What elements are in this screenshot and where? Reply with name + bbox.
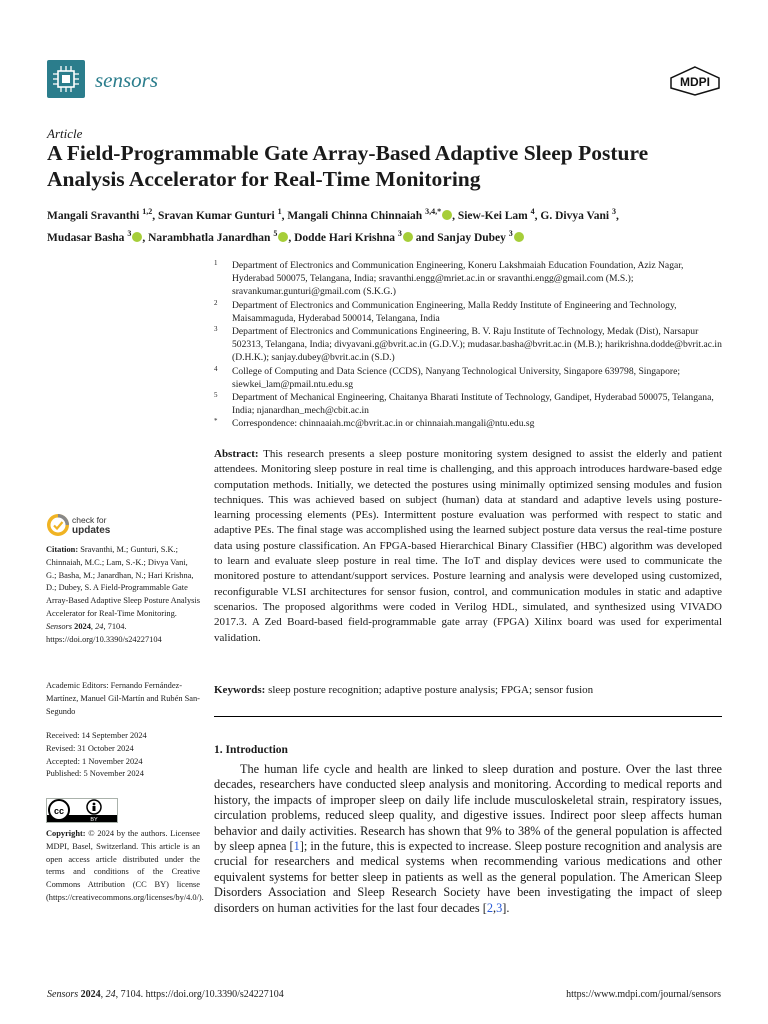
author-name: Sravan Kumar Gunturi (157, 209, 275, 222)
affiliation-number: 3 (214, 325, 218, 334)
affiliation-number: * (214, 417, 218, 426)
abstract-label: Abstract: (214, 448, 259, 460)
check-for-updates-line1: check for (72, 515, 107, 525)
author-separator: , (452, 209, 458, 222)
orcid-icon[interactable] (403, 232, 413, 242)
affiliation-number: 2 (214, 298, 218, 307)
orcid-icon[interactable] (132, 232, 142, 242)
svg-text:cc: cc (53, 806, 65, 816)
citation-block: Citation: Sravanthi, M.; Gunturi, S.K.; Chinnaiah, M.C.; Lam, S.-K.; Divya Vani, G.; Basha, M.; Janardhan, N.; Hari Krishna, D.; Dubey, S. A Field-Programmable Gate Array-Based Adaptive Sleep Posture Analysis Accelerator for Real-Time Monitoring. Sensors 2024, 24, 7104. https://doi.org/10.3390/s24227104 (46, 545, 200, 644)
check-for-updates-icon (46, 513, 70, 537)
citation-link-2[interactable]: 2 (486, 900, 493, 915)
author-affiliation-marker: 3 (508, 228, 513, 238)
cc-badge-by-text: BY (90, 817, 98, 823)
copyright-label: Copyright: (46, 829, 86, 838)
citation-journal: Sensors (46, 621, 73, 631)
footer-volume: 24 (105, 989, 116, 1000)
author-name: Mangali Sravanthi (47, 209, 140, 222)
citation-volume: 24 (95, 621, 104, 631)
cite-separator: , (493, 900, 497, 915)
citation-year: 2024 (74, 621, 91, 631)
author-name: Mudasar Basha (47, 231, 125, 244)
author-affiliation-marker: 3 (397, 228, 402, 238)
affiliation-item (214, 391, 724, 417)
author (294, 228, 438, 244)
author (457, 207, 541, 222)
affiliation-text: Department of Electronics and Communications Engineering, B. V. Raju Institute of Technology, Medak (Dist), Narsapur 502313, Telangana, India; divyavani.g@bvrit.ac.in (G.D.V.); mudasar.basha@bvrit.ac.in (M.B.); harikrishna.dodde@bvrit.ac.in (D.H.K.); sanjay.dubey@bvrit.ac.in (S.D.) (232, 326, 722, 364)
author-separator: , (534, 209, 541, 222)
mdpi-logo-text: MDPI (680, 75, 710, 89)
article-title: A Field-Programmable Gate Array-Based Adaptive Sleep Posture Analysis Accelerator for Real-Time Monitoring (47, 141, 649, 191)
orcid-icon[interactable] (514, 232, 524, 242)
author-name: G. Divya Vani (540, 209, 610, 222)
author-affiliation-marker: 1,2 (142, 207, 153, 216)
author-separator: , (615, 209, 619, 222)
intro-text-b: ]; in the future, this is expected to increase. Sleep posture recognition and analysis are crucial for researchers and medical systems when recommending various medications and other equivalent systems for better sleep in patients as well as the general population. The American Sleep Disorders Association and Sleep Research Society have been investigating the impact of sleep disorders on human activities for the last four decades [ (214, 839, 722, 915)
orcid-icon[interactable] (278, 232, 288, 242)
check-for-updates-line2: updates (72, 525, 111, 536)
author (540, 207, 619, 222)
journal-name[interactable]: sensors (95, 68, 159, 92)
journal-header (47, 60, 721, 100)
academic-editors: Academic Editors: Fernando Fernández-Martínez, Manuel Gil-Martín and Rubén San-Segundo (46, 681, 200, 716)
author-affiliation-marker: 5 (273, 228, 278, 238)
author-affiliation-marker: 3,4,* (425, 207, 442, 216)
citation-link-1[interactable]: 1 (293, 839, 300, 854)
affiliation-item (214, 259, 724, 299)
affiliation-item (214, 325, 724, 365)
mdpi-logo-icon[interactable] (669, 66, 721, 96)
citation-doi-link[interactable]: https://doi.org/10.3390/s24227104 (46, 634, 162, 644)
copyright-notice (46, 828, 204, 905)
author-name: Narambhatla Janardhan (148, 231, 271, 244)
affiliation-item (214, 365, 724, 391)
publication-dates (46, 730, 200, 781)
author-separator: , (281, 209, 288, 222)
date-published: Published: 5 November 2024 (46, 769, 144, 779)
affiliations-list (214, 259, 724, 431)
author (437, 228, 524, 244)
citation-link-3[interactable]: 3 (496, 900, 503, 915)
author-separator: , (142, 231, 149, 244)
affiliation-text: College of Computing and Data Science (CCDS), Nanyang Technological University, Singapore 639798, Singapore; siewkei_lam@pmail.ntu.edu.sg (232, 365, 681, 390)
footer-doi[interactable]: 7104. https://doi.org/10.3390/s24227104 (120, 989, 284, 1000)
affiliation-text: Correspondence: chinnaaiah.mc@bvrit.ac.in or chinnaiah.mangali@ntu.edu.sg (232, 418, 535, 430)
intro-text-a: The human life cycle and health are linked to sleep duration and posture. Over the last three decades, researchers have conducted sleep analysis and monitoring. According to medical reports and history, the impacts of improper sleep on daily life include musculoskeletal strain, respiratory issues, circulation problems, reduced sleep quality, and digestive issues. Indirect poor sleep affects human behavior and daily activities. Research has shown that 9% to 38% of the general population is affected by sleep apnea [ (214, 762, 722, 854)
footer-journal-url[interactable]: https://www.mdpi.com/journal/sensors (566, 989, 721, 1000)
intro-text-c: ]. (502, 900, 510, 915)
affiliation-text: Department of Electronics and Communication Engineering, Koneru Lakshmaiah Education Foundation, Aziz Nagar, Hyderabad 500075, Telangana, India; sravanthi.engg@mriet.ac.in or sravanthi.engg@gmail.com (M.S.); sravankumar.gunturi@gmail.com (S.K.G.) (232, 260, 684, 298)
footer-year: 2024 (80, 989, 101, 1000)
affiliation-number: 5 (214, 391, 218, 400)
author-name: Mangali Chinna Chinnaiah (287, 209, 423, 222)
citation-page: 7104. (107, 621, 127, 631)
introduction-heading: 1. Introduction (214, 744, 288, 756)
copyright-text: © 2024 by the authors. Licensee MDPI, Basel, Switzerland. This article is an open access article distributed under the terms and conditions of the Creative Commons Attribution (CC BY) license (https://creativecommons.org/licenses/by/4.0/). (46, 829, 204, 902)
affiliation-number: 1 (214, 259, 218, 267)
sensors-logo-icon[interactable] (47, 60, 85, 98)
author (47, 228, 149, 244)
footer-citation: Sensors 2024, 24, 7104. https://doi.org/10.3390/s24227104 (47, 989, 284, 1000)
affiliation-item (214, 417, 724, 430)
abstract-block (214, 447, 722, 646)
abstract-text: This research presents a sleep posture monitoring system designed to assist the elderly and patient attendees. Monitoring sleep posture in real time is challenging, and this approach introduces hardware-based edge computation methods. Initially, we detected the postures using minimally optimized sensing modules and fusion techniques. This was achieved based on subject (human) data at standard and adaptive levels using posture-learning processing elements (PEs). Intermittent posture evaluation was performed with respect to static and adaptive PEs. The final stage was accomplished using the learned subject posture data versus the real-time posture data using posture classification. An FPGA-based Hierarchical Binary Classifier (HBC) algorithm was developed to learn and evaluate sleep posture in real time. The IoT and display devices were used to communicate the monitored posture to attendant/support services. Posture learning and analysis were developed using customized, reconfigurable VLSI architectures for sensor fusion, control, and communication modules in static and adaptive scenarios. The proposed algorithms were coded in Verilog HDL, simulated, and synthesized using VIVADO 2017.3. A Zed Board-based field-programmable gate array (FPGA) Xilinx board was used for experimental validation. (214, 448, 722, 644)
author-name: Sanjay Dubey (437, 231, 506, 244)
affiliation-number: 4 (214, 364, 218, 373)
author-name: Dodde Hari Krishna (294, 231, 396, 244)
author-separator: and (412, 231, 438, 244)
author-affiliation-marker: 3 (127, 228, 132, 238)
citation-label: Citation: (46, 545, 79, 554)
keywords-label: Keywords: (214, 684, 266, 696)
author-affiliation-marker: 3 (611, 207, 616, 216)
date-accepted: Accepted: 1 November 2024 (46, 756, 143, 766)
author-affiliation-marker: 4 (530, 207, 535, 216)
affiliation-text: Department of Mechanical Engineering, Chaitanya Bharati Institute of Technology, Gandipet, Hyderabad 500075, Telangana, India; njanardhan_mech@cbit.ac.in (232, 392, 714, 417)
affiliation-text: Department of Electronics and Communication Engineering, Malla Reddy Institute of Engineering and Technology, Maisammaguda, Hyderabad 500014, Telangana, India (232, 299, 677, 324)
author-affiliation-marker: 1 (277, 207, 282, 216)
author-separator: , (152, 209, 158, 222)
keywords-block (214, 684, 722, 696)
keywords-text: sleep posture recognition; adaptive posture analysis; FPGA; sensor fusion (268, 684, 594, 696)
date-revised: Revised: 31 October 2024 (46, 743, 134, 753)
author-list (47, 203, 737, 247)
section-divider (214, 716, 722, 717)
date-received: Received: 14 September 2024 (46, 731, 147, 740)
check-for-updates-text (72, 515, 110, 536)
citation-text: Sravanthi, M.; Gunturi, S.K.; Chinnaiah, M.C.; Lam, S.-K.; Divya Vani, G.; Basha, M.; Janardhan, N.; Hari Krishna, D.; Dubey, S. A Field-Programmable Gate Array-Based Adaptive Sleep Posture Analysis Accelerator for Real-Time Monitoring. (46, 545, 200, 618)
author-separator: , (288, 231, 295, 244)
introduction-paragraph (214, 762, 722, 916)
affiliation-item (214, 299, 724, 325)
author (287, 207, 458, 222)
author (148, 228, 295, 244)
author (157, 207, 288, 222)
author-name: Siew-Kei Lam (457, 209, 528, 222)
orcid-icon[interactable] (442, 210, 452, 220)
article-type: Article (47, 126, 83, 141)
author (47, 207, 158, 222)
cc-by-license-icon[interactable] (46, 798, 118, 823)
footer-journal: Sensors (47, 989, 79, 1000)
check-for-updates-badge[interactable] (46, 513, 156, 541)
